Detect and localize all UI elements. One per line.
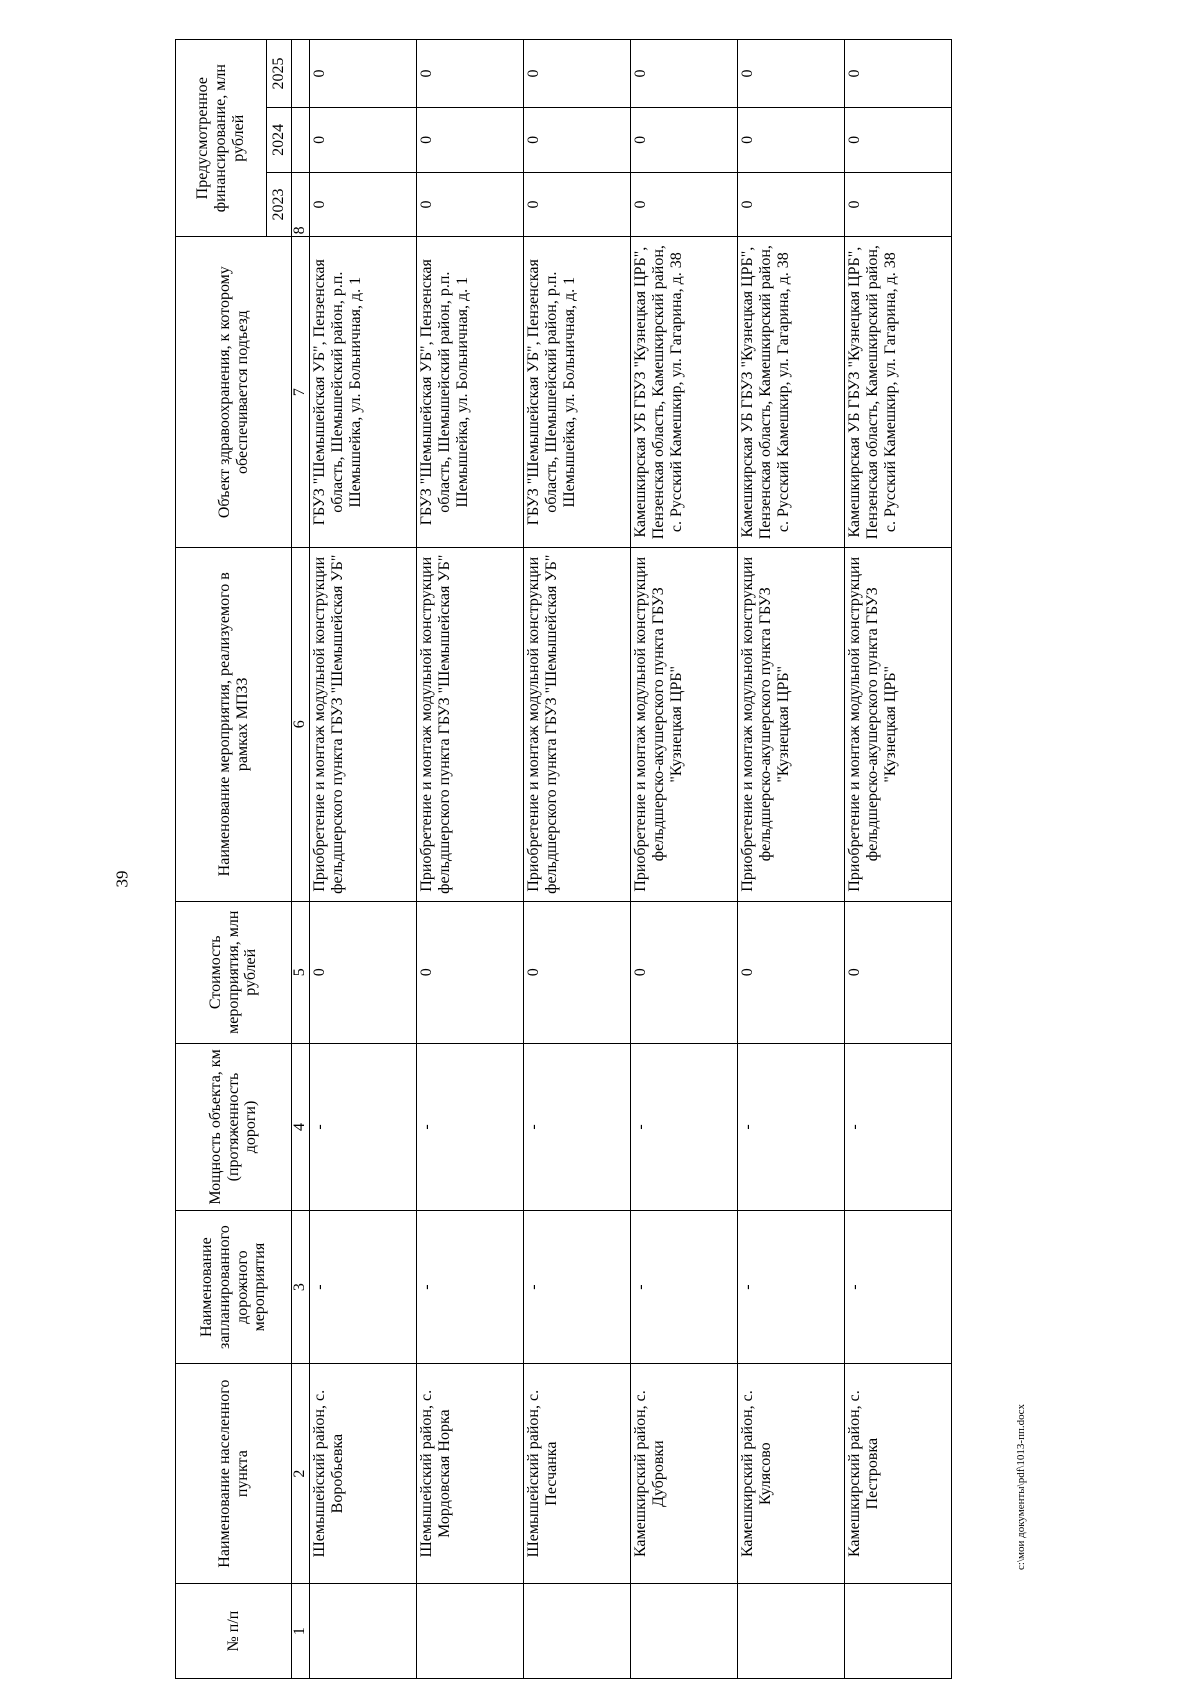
column-number: 1 — [292, 1584, 310, 1679]
funding-2025-cell: 0 — [309, 40, 416, 108]
column-number-empty — [292, 40, 310, 108]
table-row — [309, 40, 416, 1679]
funding-2023-cell: 0 — [737, 172, 844, 237]
capacity-cell: - — [309, 1043, 416, 1210]
column-number: 5 — [292, 901, 310, 1043]
file-path-footer: c:\мои документы\pdf\1013-пп.docx — [1015, 1403, 1027, 1570]
table-row — [630, 40, 737, 1679]
event-name-cell: Приобретение и монтаж модульной конструкции фельдшерско-акушерского пункта ГБУЗ "Кузнецкая ЦРБ" — [844, 547, 951, 901]
row-number — [844, 1584, 951, 1679]
header-event-name: Наименование мероприятия, реализуемого в рамках МПЗЗ — [176, 547, 292, 901]
funding-2025-cell: 0 — [630, 40, 737, 108]
funding-2025-cell: 0 — [844, 40, 951, 108]
event-name-cell: Приобретение и монтаж модульной конструкции фельдшерского пункта ГБУЗ "Шемышейская УБ" — [309, 547, 416, 901]
column-number-empty — [292, 108, 310, 173]
funding-2023-cell: 0 — [309, 172, 416, 237]
road-event-cell: - — [523, 1211, 630, 1364]
column-number: 6 — [292, 547, 310, 901]
capacity-cell: - — [844, 1043, 951, 1210]
header-settlement: Наименование населенного пункта — [176, 1364, 292, 1584]
page-number: 39 — [112, 870, 132, 888]
settlement-cell: Камешкирский район, с. Кулясово — [737, 1364, 844, 1584]
funding-2024-cell: 0 — [844, 108, 951, 173]
settlement-cell: Шемышейский район, с. Песчанка — [523, 1364, 630, 1584]
settlement-cell: Шемышейский район, с. Мордовская Норка — [416, 1364, 523, 1584]
header-capacity: Мощность объекта, км (протяженность дороги) — [176, 1043, 292, 1210]
row-number — [416, 1584, 523, 1679]
road-event-cell: - — [737, 1211, 844, 1364]
row-number — [630, 1584, 737, 1679]
funding-2024-cell: 0 — [523, 108, 630, 173]
header-road-event: Наименование запланированного дорожного мероприятия — [176, 1211, 292, 1364]
event-name-cell: Приобретение и монтаж модульной конструкции фельдшерского пункта ГБУЗ "Шемышейская УБ" — [523, 547, 630, 901]
road-event-cell: - — [844, 1211, 951, 1364]
funding-table — [175, 39, 952, 1679]
table-row — [523, 40, 630, 1679]
capacity-cell: - — [737, 1043, 844, 1210]
header-funding: Предусмотренное финансирование, млн рублей — [176, 40, 267, 237]
funding-2023-cell: 0 — [844, 172, 951, 237]
funding-2025-cell: 0 — [416, 40, 523, 108]
funding-2024-cell: 0 — [737, 108, 844, 173]
facility-cell: Камешкирская УБ ГБУЗ "Кузнецкая ЦРБ", Пензенская область, Камешкирский район, с. Русский Камешкир, ул. Гагарина, д. 38 — [630, 237, 737, 548]
funding-2024-cell: 0 — [309, 108, 416, 173]
event-name-cell: Приобретение и монтаж модульной конструкции фельдшерско-акушерского пункта ГБУЗ "Кузнецкая ЦРБ" — [737, 547, 844, 901]
event-name-cell: Приобретение и монтаж модульной конструкции фельдшерского пункта ГБУЗ "Шемышейская УБ" — [416, 547, 523, 901]
capacity-cell: - — [416, 1043, 523, 1210]
funding-2023-cell: 0 — [630, 172, 737, 237]
road-event-cell: - — [630, 1211, 737, 1364]
column-number: 8 — [292, 172, 310, 237]
cost-cell: 0 — [416, 901, 523, 1043]
cost-cell: 0 — [309, 901, 416, 1043]
funding-2024-cell: 0 — [630, 108, 737, 173]
funding-2023-cell: 0 — [523, 172, 630, 237]
header-cost: Стоимость мероприятия, млн рублей — [176, 901, 292, 1043]
table-row — [737, 40, 844, 1679]
settlement-cell: Камешкирский район, с. Пестровка — [844, 1364, 951, 1584]
row-number — [523, 1584, 630, 1679]
cost-cell: 0 — [523, 901, 630, 1043]
header-year-2024: 2024 — [267, 108, 292, 173]
funding-2024-cell: 0 — [416, 108, 523, 173]
facility-cell: ГБУЗ "Шемышейская УБ", Пензенская область, Шемышейский район, р.п. Шемышейка, ул. Больничная, д. 1 — [416, 237, 523, 548]
facility-cell: Камешкирская УБ ГБУЗ "Кузнецкая ЦРБ", Пензенская область, Камешкирский район, с. Русский Камешкир, ул. Гагарина, д. 38 — [737, 237, 844, 548]
header-facility: Объект здравоохранения, к которому обеспечивается подъезд — [176, 237, 292, 548]
capacity-cell: - — [523, 1043, 630, 1210]
funding-2025-cell: 0 — [737, 40, 844, 108]
event-name-cell: Приобретение и монтаж модульной конструкции фельдшерско-акушерского пункта ГБУЗ "Кузнецкая ЦРБ" — [630, 547, 737, 901]
cost-cell: 0 — [630, 901, 737, 1043]
header-year-2025: 2025 — [267, 40, 292, 108]
header-year-2023: 2023 — [267, 172, 292, 237]
table-row — [844, 40, 951, 1679]
road-event-cell: - — [416, 1211, 523, 1364]
facility-cell: Камешкирская УБ ГБУЗ "Кузнецкая ЦРБ", Пензенская область, Камешкирский район, с. Русский Камешкир, ул. Гагарина, д. 38 — [844, 237, 951, 548]
capacity-cell: - — [630, 1043, 737, 1210]
funding-2023-cell: 0 — [416, 172, 523, 237]
header-number: № п/п — [176, 1584, 292, 1679]
column-number: 3 — [292, 1211, 310, 1364]
column-number: 2 — [292, 1364, 310, 1584]
road-event-cell: - — [309, 1211, 416, 1364]
rotated-table-area — [175, 40, 975, 1700]
settlement-cell: Камешкирский район, с. Дубровки — [630, 1364, 737, 1584]
facility-cell: ГБУЗ "Шемышейская УБ", Пензенская область, Шемышейский район, р.п. Шемышейка, ул. Больничная, д. 1 — [523, 237, 630, 548]
row-number — [309, 1584, 416, 1679]
funding-2025-cell: 0 — [523, 40, 630, 108]
cost-cell: 0 — [737, 901, 844, 1043]
row-number — [737, 1584, 844, 1679]
settlement-cell: Шемышейский район, с. Воробьевка — [309, 1364, 416, 1584]
column-numbers-row — [292, 40, 310, 1679]
facility-cell: ГБУЗ "Шемышейская УБ", Пензенская область, Шемышейский район, р.п. Шемышейка, ул. Больничная, д. 1 — [309, 237, 416, 548]
table-row — [416, 40, 523, 1679]
cost-cell: 0 — [844, 901, 951, 1043]
column-number: 7 — [292, 237, 310, 548]
column-number: 4 — [292, 1043, 310, 1210]
